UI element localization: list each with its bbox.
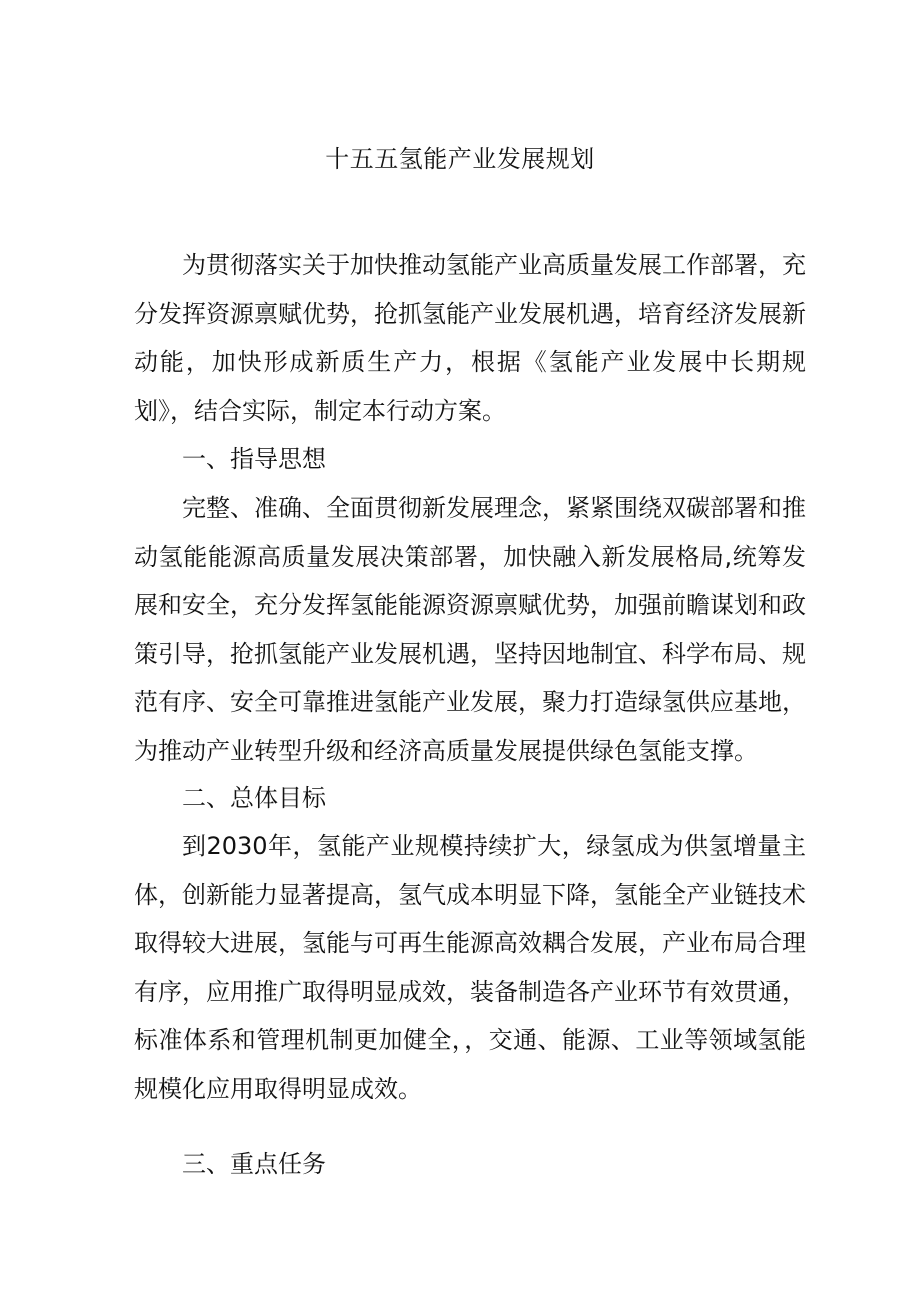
intro-paragraph: 为贯彻落实关于加快推动氢能产业高质量发展工作部署，充分发挥资源禀赋优势，抢抓氢能产业发展机遇，培育经济发展新动能，加快形成新质生产力，根据《氢能产业发展中长期规划》，结合实际，制定本行动方案。 [134, 251, 806, 425]
section-heading-key-tasks: 三、重点任务 [182, 1150, 326, 1178]
section-body-guiding-ideology: 完整、准确、全面贯彻新发展理念，紧紧围绕双碳部署和推动氢能能源高质量发展决策部署，加快融入新发展格局,统筹发展和安全，充分发挥氢能能源资源禀赋优势，加强前瞻谋划和政策引导，抢抓氢能产业发展机遇，坚持因地制宜、科学布局、规范有序、安全可靠推进氢能产业发展，聚力打造绿氢供应基地，为推动产业转型升级和经济高质量发展提供绿色氢能支撑。 [134, 494, 806, 765]
section-heading-overall-goals: 二、总体目标 [182, 784, 326, 812]
section-heading-guiding-ideology: 一、指导思想 [182, 445, 326, 473]
section-body-overall-goals: 到2030年，氢能产业规模持续扩大，绿氢成为供氢增量主体，创新能力显著提高，氢气成本明显下降，氢能全产业链技术取得较大进展，氢能与可再生能源高效耦合发展，产业布局合理有序，应用推广取得明显成效，装备制造各产业环节有效贯通，标准体系和管理机制更加健全，，交通、能源、工业等领域氢能规模化应用取得明显成效。 [134, 832, 806, 1103]
document-title: 十五五氢能产业发展规划 [325, 145, 595, 173]
